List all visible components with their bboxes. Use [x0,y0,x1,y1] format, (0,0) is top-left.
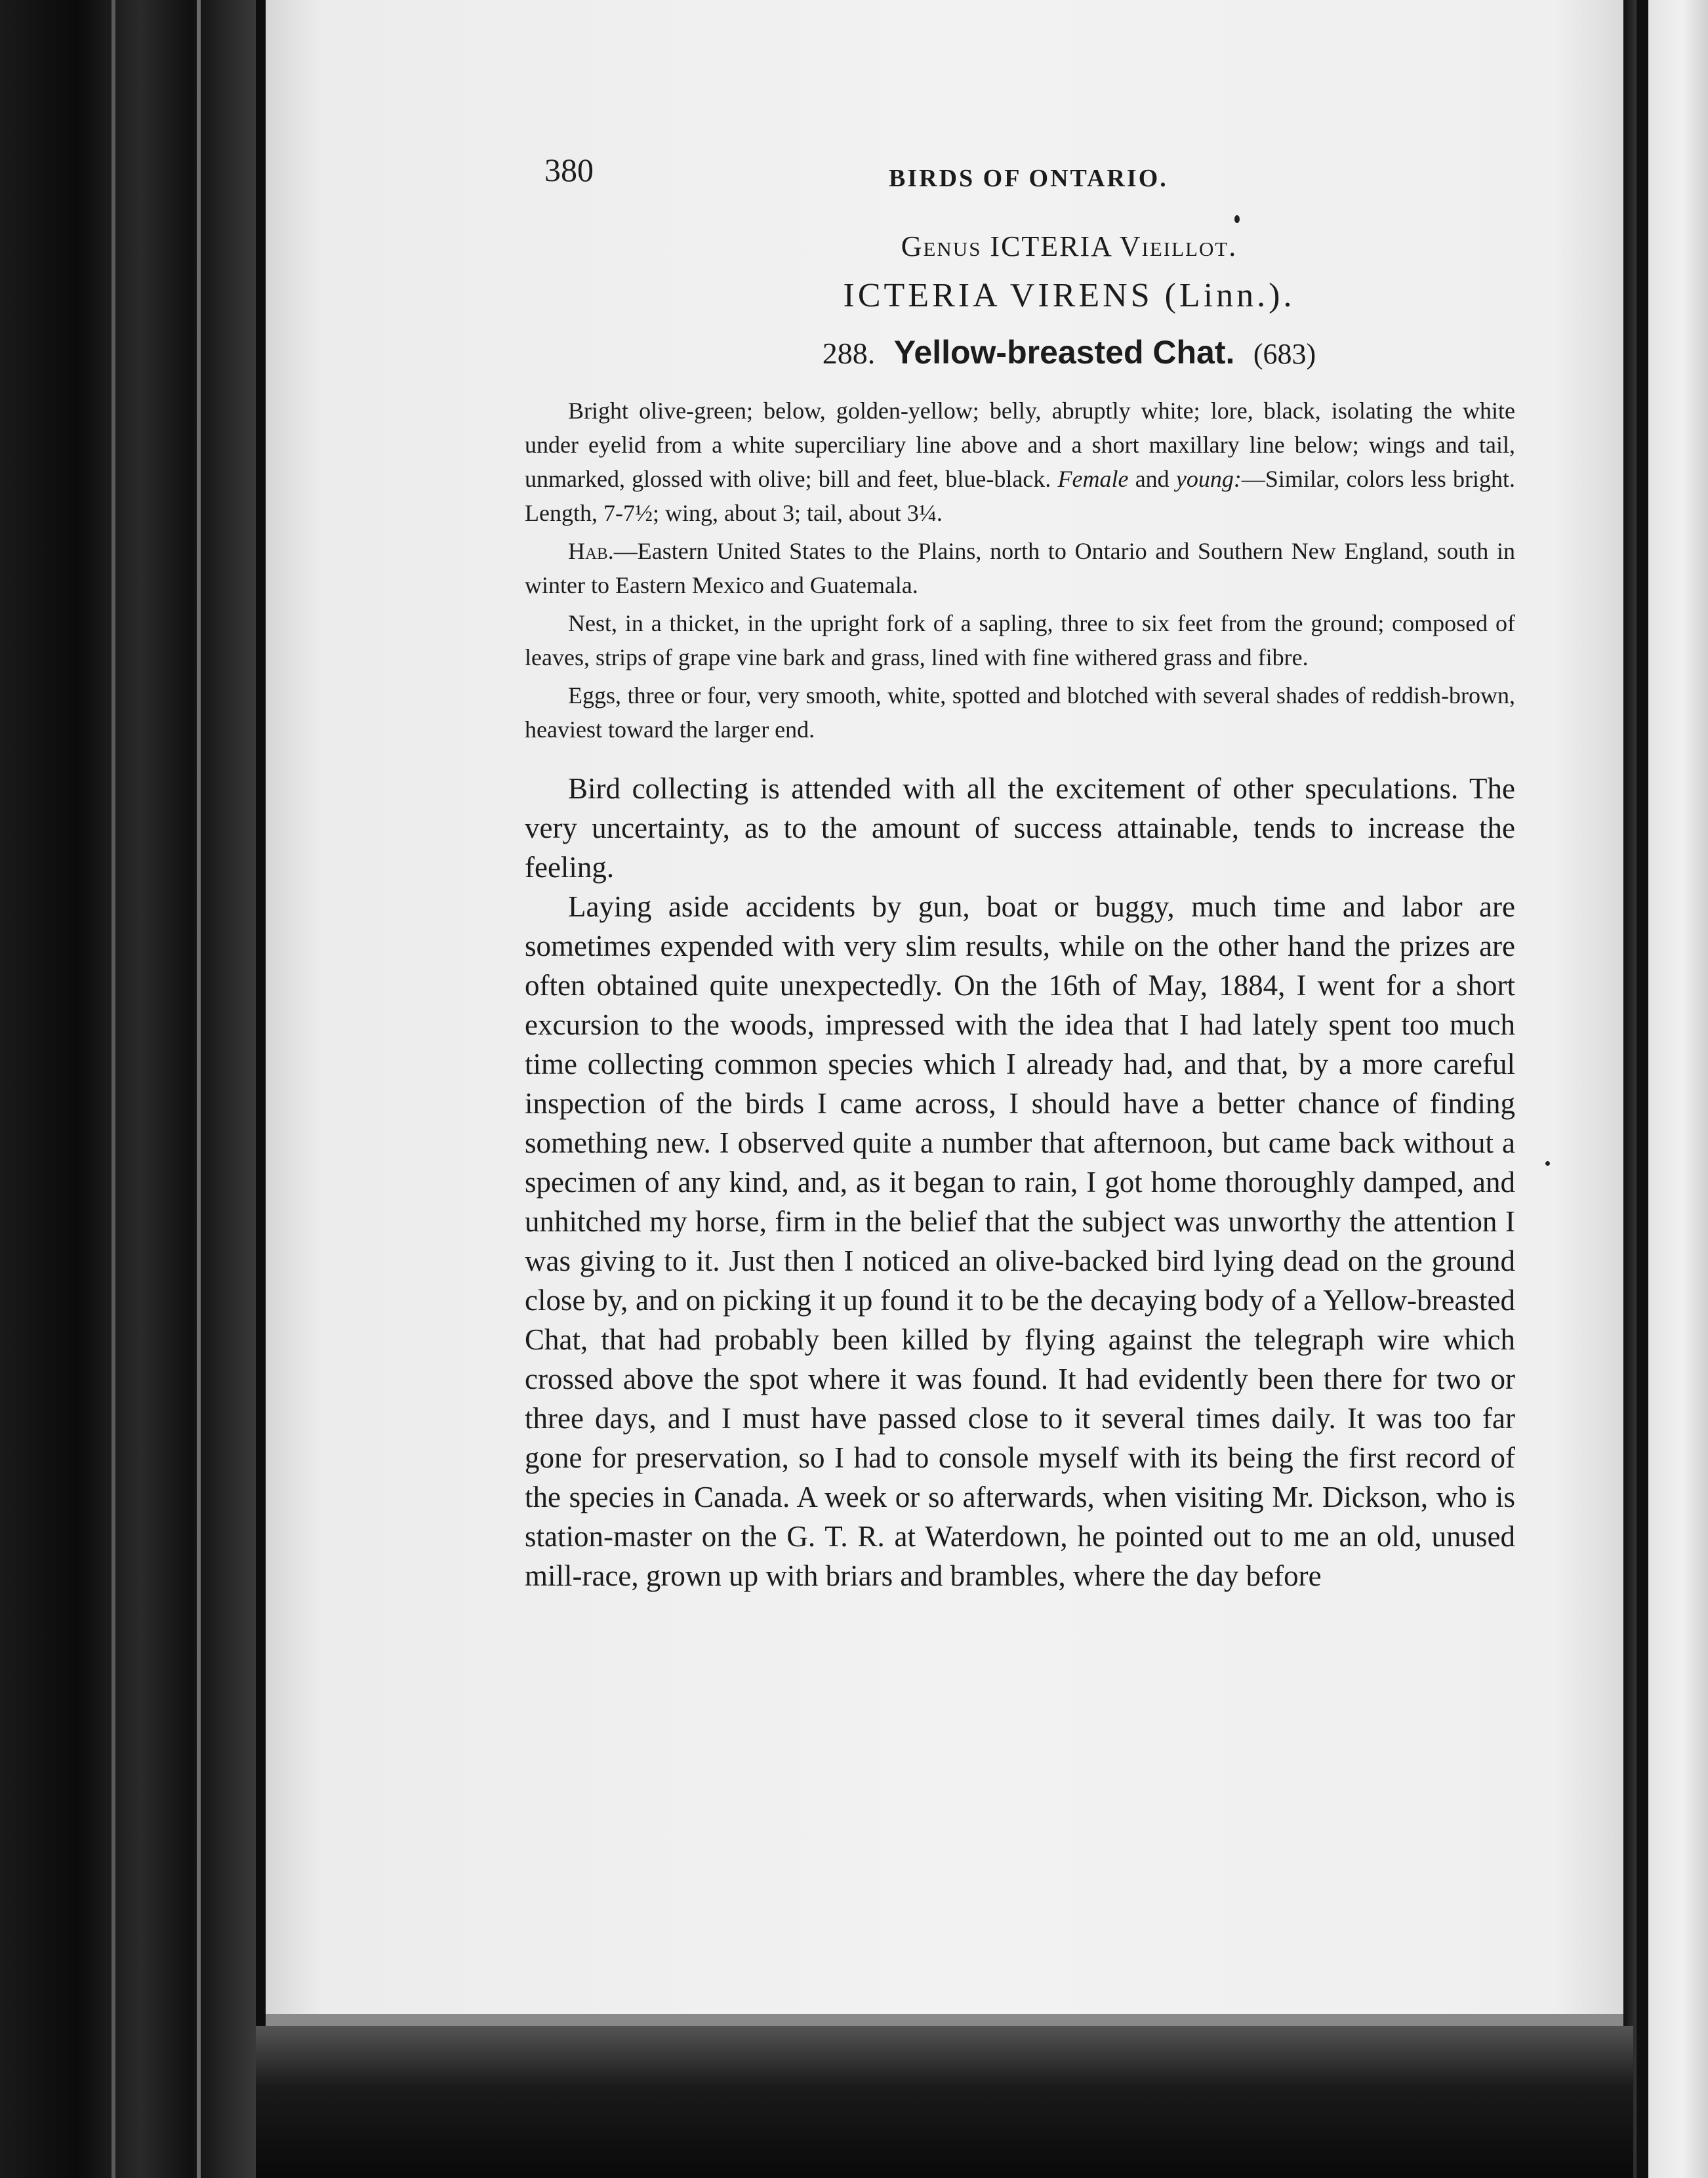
ink-speck [1234,215,1240,223]
plumage-text: Bright olive-green; below, golden-yellow; belly, abruptly white; lore, black, isolating the white under eyelid from a white superciliary line above and a short maxillary line below; wings and tail, unmarked, glossed with olive; bill and feet, blue-black. [525,398,1515,492]
spine-edge-line [112,0,115,2178]
next-page-edge [1623,0,1708,2178]
page-content [525,131,1515,1595]
entry-code: (683) [1253,338,1316,370]
running-head [525,131,1515,203]
habitat-label: Hab. [568,538,614,564]
genus-heading: Genus ICTERIA Vieillot. [901,230,1238,262]
eggs-paragraph: Eggs, three or four, very smooth, white, spotted and blotched with several shades of reddish-brown, heaviest toward the larger end. [525,682,1515,743]
female-label: Female [1057,466,1129,492]
body-paragraph-1: Bird collecting is attended with all the excitement of other speculations. The very uncertainty, as to the amount of success attainable, tends to increase the feeling. [525,772,1515,884]
ink-speck [1545,1161,1550,1166]
entry-number: 288. [822,337,876,370]
entry-heading [623,333,1515,371]
species-heading: ICTERIA VIRENS (Linn.). [843,277,1295,314]
spine-edge-line [197,0,201,2178]
book-spine [0,0,256,2178]
page-number: 380 [544,152,594,188]
and-word: and [1135,466,1169,492]
habitat-paragraph [525,534,1515,602]
young-label: young: [1175,466,1242,492]
running-title: BIRDS OF ONTARIO. [889,165,1168,192]
common-name: Yellow-breasted Chat. [893,334,1235,371]
species-description [525,394,1515,747]
plumage-paragraph [525,394,1515,530]
body-text [525,769,1515,1595]
habitat-text: —Eastern United States to the Plains, north to Ontario and Southern New England, south in winter to Eastern Mexico and Guatemala. [525,538,1515,598]
page-bottom-shadow [256,2026,1633,2178]
page-gutter-shadow [1637,0,1648,2178]
nest-paragraph: Nest, in a thicket, in the upright fork of a sapling, three to six feet from the ground; composed of leaves, strips of grape vine bark and grass, lined with fine withered grass and fibre. [525,610,1515,670]
body-paragraph-2: Laying aside accidents by gun, boat or buggy, much time and labor are sometimes expended with very slim results, while on the other hand the prizes are often obtained quite unexpectedly. On the 16th of May, 1884, I went for a short excursion to the woods, impressed with the idea that I had lately spent too much time collecting common species which I already had, and that, by a more careful inspection of the birds I came across, I should have a better chance of finding something new. I observed quite a number that afternoon, but came back without a specimen of any kind, and, as it began to rain, I got home thoroughly damped, and unhitched my horse, firm in the belief that the subject was unworthy the attention I was giving to it. Just then I noticed an olive-backed bird lying dead on the ground close by, and on picking it up found it to be the decaying body of a Yellow-breasted Chat, that had probably been killed by flying against the telegraph wire which crossed above the spot where it was found. It had evidently been there for two or three days, and I must have passed close to it several times daily. It was too far gone for preservation, so I had to console myself with its being the first record of the species in Canada. A week or so afterwards, when visiting Mr. Dickson, who is station-master on the G. T. R. at Waterdown, he pointed out to me an old, unused mill-race, grown up with briars and brambles, where the day before [525,890,1515,1592]
female-text: —Similar, colors less bright. Length, 7-7½; wing, about 3; tail, about 3¼. [525,466,1516,526]
